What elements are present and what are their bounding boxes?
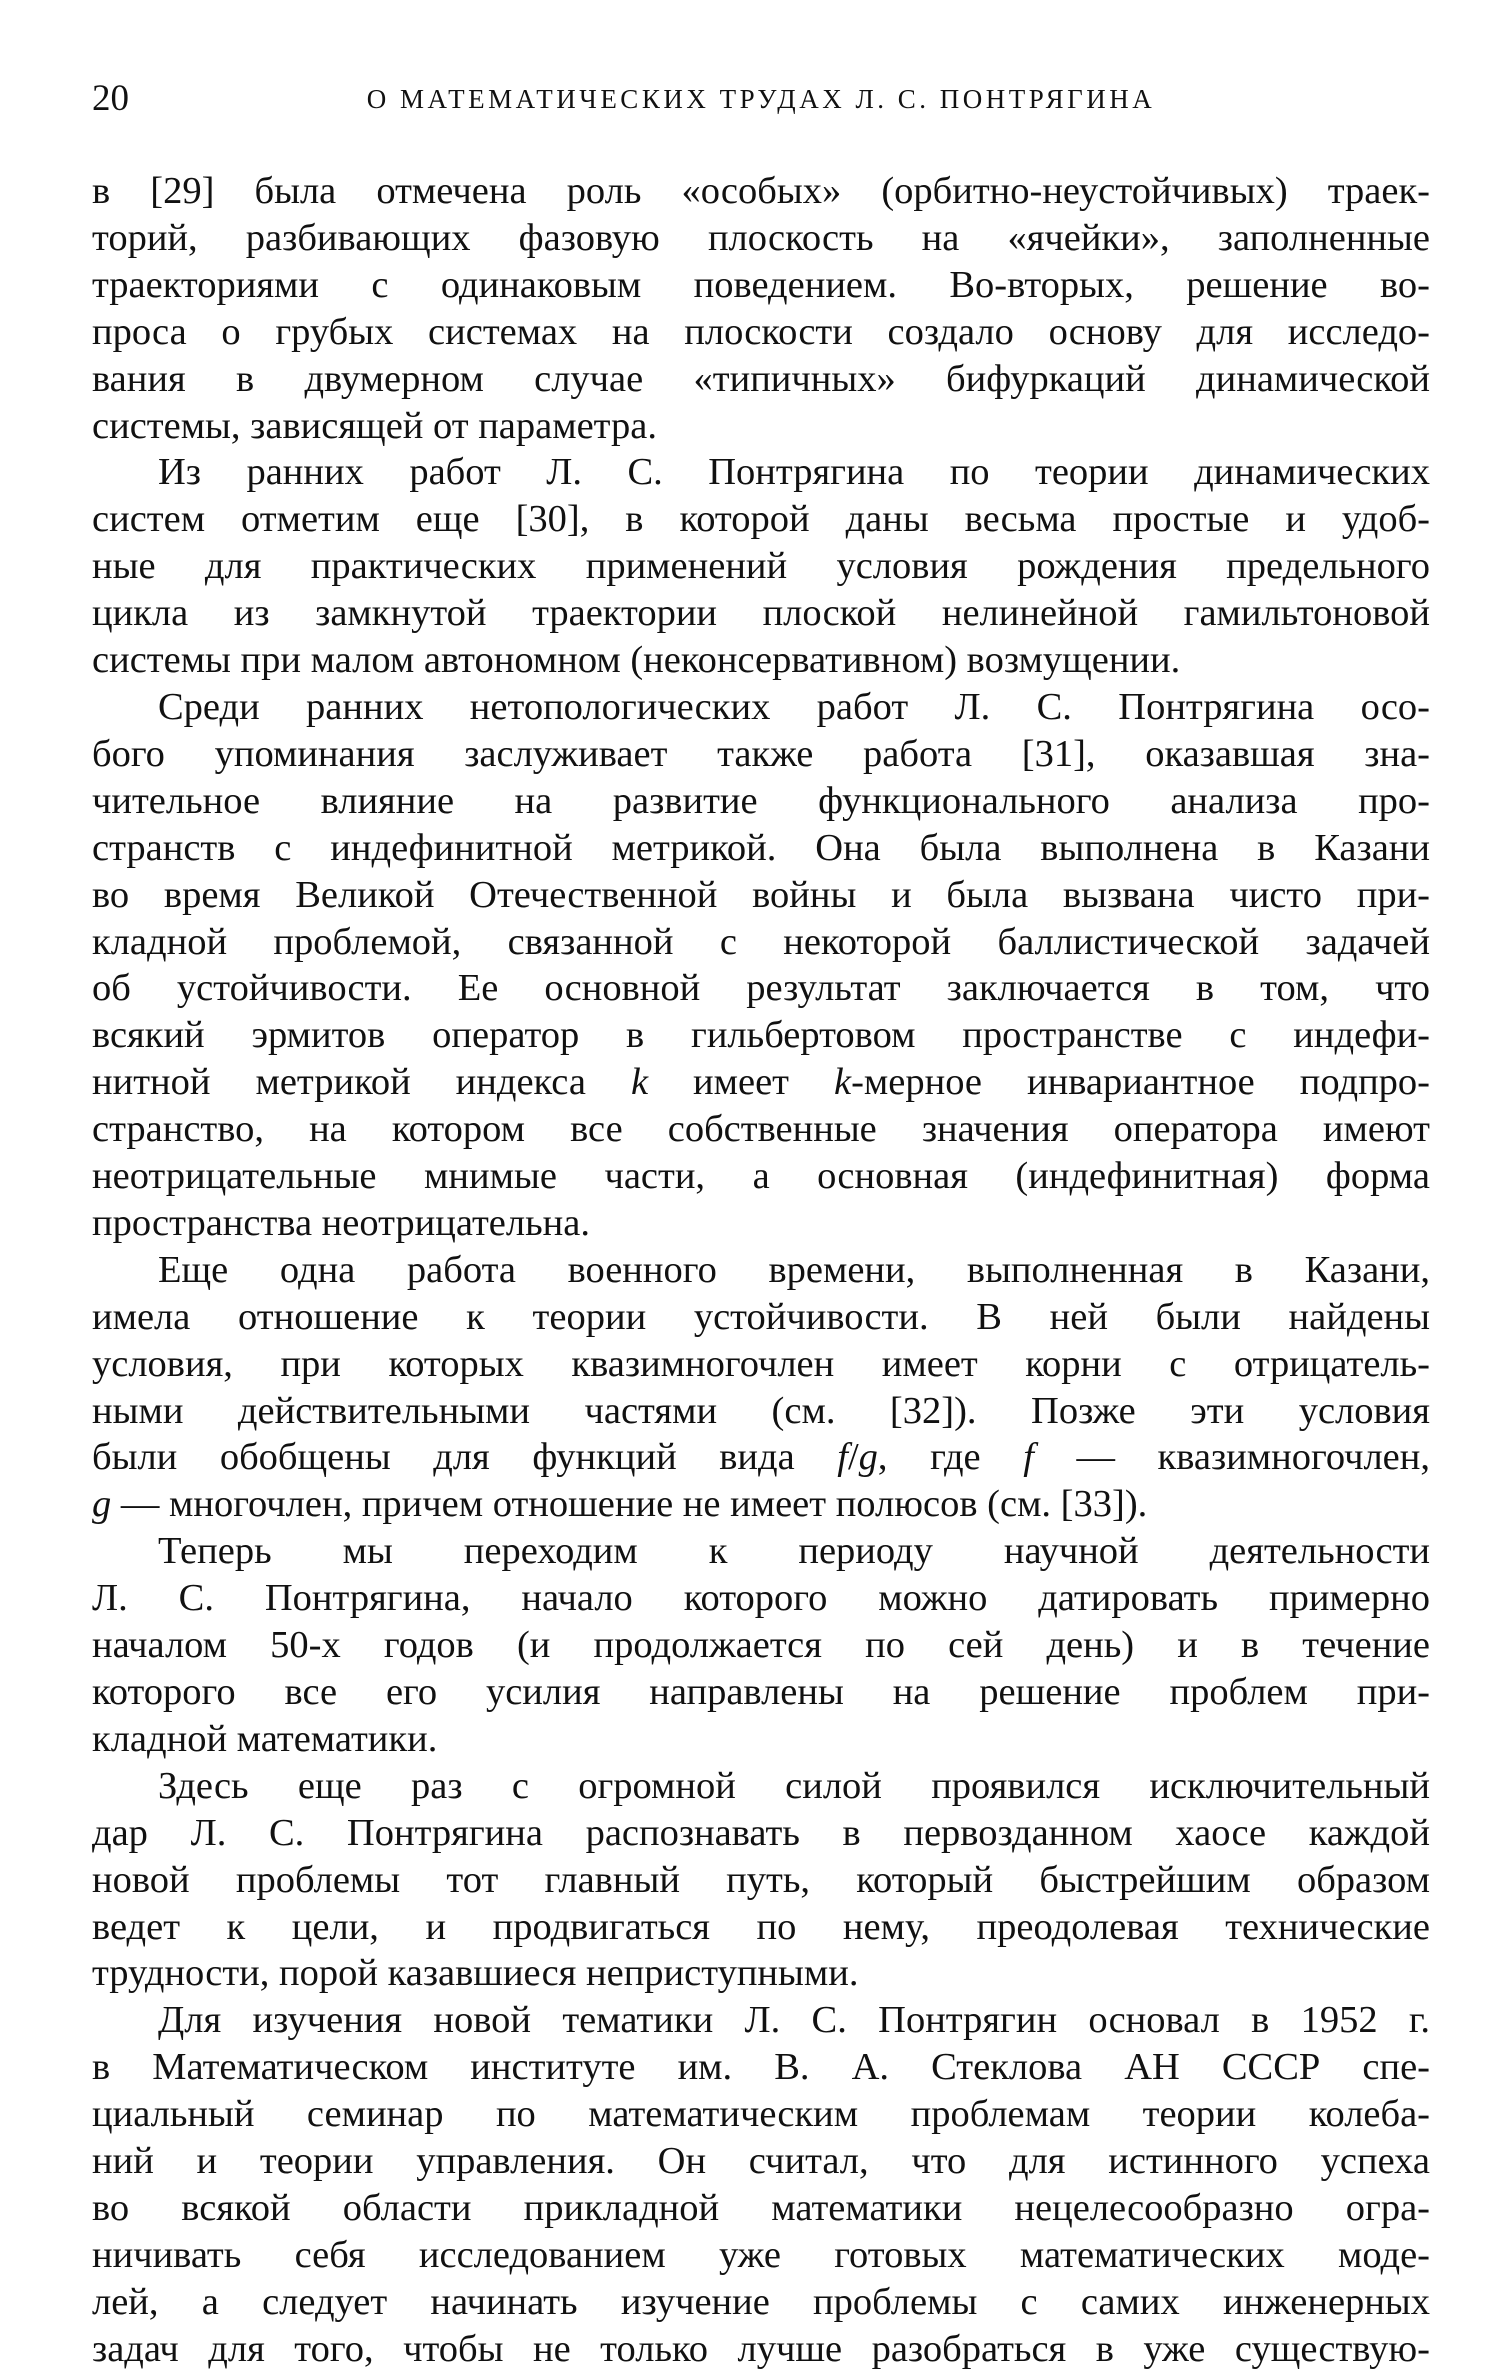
text-line: задач для того, чтобы не только лучше разобраться в уже существую- [92, 2327, 1430, 2370]
text-line: системы, зависящей от параметра. [92, 404, 657, 447]
text-line: ными действительными частями (см. [32]). Позже эти условия [92, 1389, 1430, 1432]
text-line: новой проблемы тот главный путь, который быстрейшим образом [92, 1858, 1430, 1901]
paragraph [92, 684, 1430, 1247]
paragraph [92, 1528, 1430, 1763]
text-line: лей, а следует начинать изучение проблемы с самих инженерных [92, 2280, 1430, 2323]
text-line: кладной проблемой, связанной с некоторой баллистической задачей [92, 920, 1430, 963]
text-line: систем отметим еще [30], в которой даны весьма простые и удоб- [92, 498, 1430, 541]
text-line: нитной метрикой индекса k имеет k-мерное инвариантное подпро- [92, 1061, 1430, 1104]
paragraph [92, 1997, 1430, 2372]
paragraph [92, 1247, 1430, 1528]
text-line: проса о грубых системах на плоскости создало основу для исследо- [92, 310, 1430, 353]
running-title: О МАТЕМАТИЧЕСКИХ ТРУДАХ Л. С. ПОНТРЯГИНА [366, 84, 1156, 114]
text-line: неотрицательные мнимые части, а основная (индефинитная) форма [92, 1155, 1430, 1198]
text-line: ний и теории управления. Он считал, что для истинного успеха [92, 2140, 1430, 2183]
text-line: g — многочлен, причем отношение не имеет полюсов (см. [33]). [92, 1483, 1148, 1526]
text-line: во всякой области прикладной математики нецелесообразно огра- [92, 2186, 1430, 2229]
text-line: всякий эрмитов оператор в гильбертовом пространстве с индефи- [92, 1014, 1430, 1057]
text-line: Здесь еще раз с огромной силой проявился исключительный [158, 1764, 1430, 1807]
text-line: трудности, порой казавшиеся неприступными. [92, 1952, 859, 1995]
text-line: пространства неотрицательна. [92, 1201, 590, 1244]
text-line: дар Л. С. Понтрягина распознавать в первозданном хаосе каждой [92, 1811, 1430, 1854]
text-line: об устойчивости. Ее основной результат заключается в том, что [92, 967, 1430, 1010]
paragraph [92, 168, 1430, 449]
text-line: Для изучения новой тематики Л. С. Понтрягин основал в 1952 г. [158, 1999, 1430, 2042]
text-line: циальный семинар по математическим проблемам теории колеба- [92, 2093, 1430, 2136]
text-line: системы при малом автономном (неконсервативном) возмущении. [92, 639, 1181, 682]
text-line: странство, на котором все собственные значения оператора имеют [92, 1108, 1430, 1151]
text-line: траекториями с одинаковым поведением. Во-вторых, решение во- [92, 263, 1430, 306]
text-line: бого упоминания заслуживает также работа [31], оказавшая зна- [92, 732, 1430, 775]
text-line: Теперь мы переходим к периоду научной деятельности [158, 1530, 1430, 1573]
text-line: Среди ранних нетопологических работ Л. С. Понтрягина осо- [158, 685, 1430, 728]
text-line: началом 50-х годов (и продолжается по сей день) и в течение [92, 1624, 1430, 1667]
text-line: чительное влияние на развитие функционального анализа про- [92, 779, 1430, 822]
text-line: ничивать себя исследованием уже готовых математических моде- [92, 2233, 1430, 2276]
text-line: вания в двумерном случае «типичных» бифуркаций динамической [92, 357, 1430, 400]
paragraph [92, 1763, 1430, 1998]
text-line: ные для практических применений условия рождения предельного [92, 545, 1430, 588]
text-line: странств с индефинитной метрикой. Она была выполнена в Казани [92, 826, 1430, 869]
text-line: Из ранних работ Л. С. Понтрягина по теории динамических [158, 451, 1430, 494]
body-text [92, 168, 1430, 2373]
text-line: во время Великой Отечественной войны и была вызвана чисто при- [92, 873, 1430, 916]
text-line: цикла из замкнутой траектории плоской нелинейной гамильтоновой [92, 592, 1430, 635]
text-line: условия, при которых квазимногочлен имеет корни с отрицатель- [92, 1342, 1430, 1385]
text-line: которого все его усилия направлены на решение проблем при- [92, 1671, 1430, 1713]
paragraph [92, 449, 1430, 684]
text-line: торий, разбивающих фазовую плоскость на «ячейки», заполненные [92, 216, 1430, 259]
text-line: имела отношение к теории устойчивости. В ней были найдены [92, 1295, 1430, 1338]
page-header [92, 74, 1430, 124]
page-number: 20 [92, 78, 129, 119]
text-line: Еще одна работа военного времени, выполненная в Казани, [158, 1248, 1430, 1291]
text-line: в [29] была отмечена роль «особых» (орбитно-неустойчивых) траек- [92, 170, 1430, 212]
text-line: ведет к цели, и продвигаться по нему, преодолевая технические [92, 1905, 1430, 1948]
text-line: кладной математики. [92, 1717, 438, 1760]
text-line: были обобщены для функций вида f/g, где f — квазимногочлен, [92, 1436, 1430, 1479]
text-line: в Математическом институте им. В. А. Стеклова АН СССР спе- [92, 2046, 1430, 2089]
text-line: Л. С. Понтрягина, начало которого можно датировать примерно [92, 1577, 1430, 1620]
